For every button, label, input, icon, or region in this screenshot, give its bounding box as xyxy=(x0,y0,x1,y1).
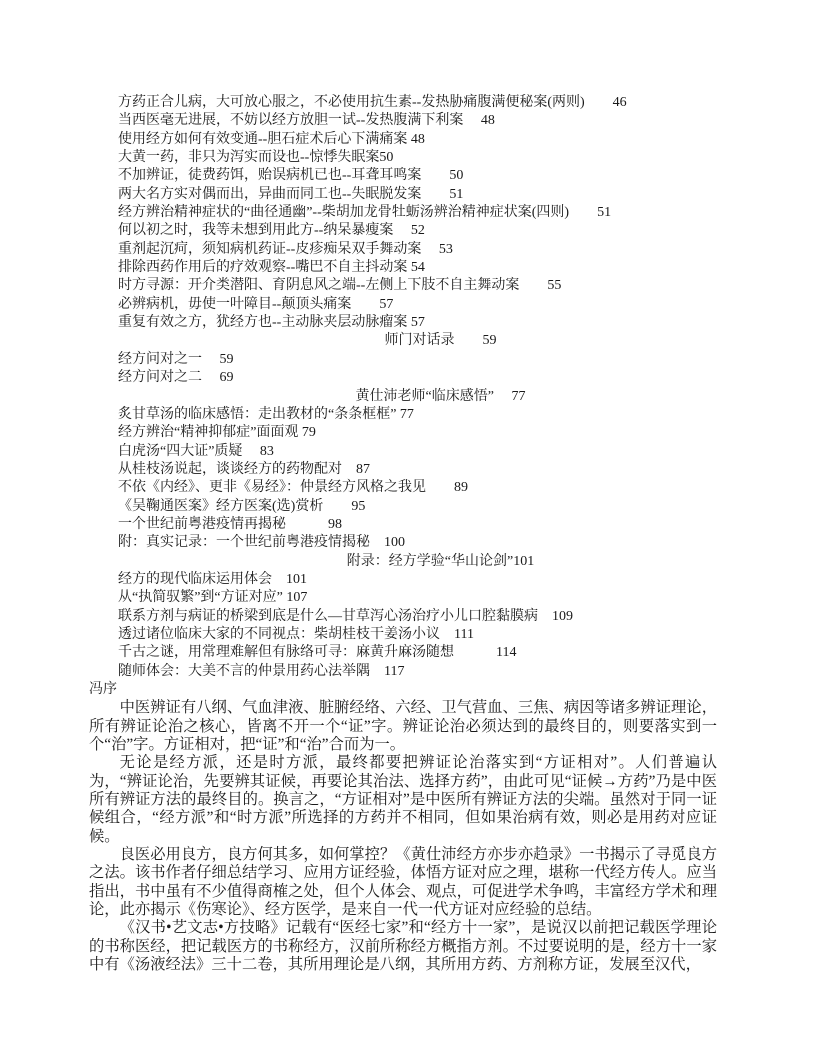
toc-line: 使用经方如何有效变通--胆石症术后心下满痛案 48 xyxy=(118,131,425,147)
toc-line: 方药正合儿病，大可放心服之，不必使用抗生素--发热胁痛腹满便秘案(两则) 46 xyxy=(118,95,627,110)
preface-paragraph: 无论是经方派，还是时方派，最终都要把辨证论治落实到“方证相对”。人们普遍认为，“辨证论治，先要辨其证候，再要论其治法、选择方药”，由此可见“证候→方药”乃是中医所有辨证方法的最终目的。换言之，“方证相对”是中医所有辨证方法的尖端。虽然对于同一证候组合，“经方派”和“时方派”所选择的方药并不相同，但如果治病有效，则必是用药对应证候。 xyxy=(89,754,717,845)
toc-line: 当西医毫无进展，不妨以经方放胆一试--发热腹满下利案 48 xyxy=(118,113,495,129)
toc-line: 经方辨治“精神抑郁症”面面观 79 xyxy=(118,425,316,441)
toc-line: 从“执简驭繁”到“方证对应” 107 xyxy=(118,590,308,606)
toc-line: 经方的现代临床运用体会 101 xyxy=(118,571,307,587)
toc-line: 重剂起沉疴，须知病机药证--皮疹痴呆双手舞动案 53 xyxy=(118,241,453,257)
toc-line: 附：真实记录：一个世纪前粤港疫情揭秘 100 xyxy=(118,535,405,551)
toc-line: 不依《内经》、更非《易经》：仲景经方风格之我见 89 xyxy=(118,480,468,496)
toc-line: 透过诸位临床大家的不同视点：柴胡桂枝干姜汤小议 111 xyxy=(118,626,474,642)
toc-line: 《吴鞠通医案》经方医案(选)赏析 95 xyxy=(118,498,366,514)
toc-line: 联系方剂与病证的桥梁到底是什么—甘草泻心汤治疗小儿口腔黏膜病 109 xyxy=(118,608,573,624)
toc-line: 附录：经方学验“华山论剑”101 xyxy=(346,553,535,569)
preface-heading: 冯序 xyxy=(89,682,117,697)
toc-line: 白虎汤“四大证”质疑 83 xyxy=(118,443,274,459)
toc-line: 从桂枝汤说起，谈谈经方的药物配对 87 xyxy=(118,461,370,477)
toc-line: 何以初之时，我等未想到用此方--纳呆暴瘦案 52 xyxy=(118,223,425,239)
toc-line: 必辨病机，毋使一叶障目--颠顶头痛案 57 xyxy=(118,296,394,312)
toc-line: 炙甘草汤的临床感悟：走出教材的“条条框框” 77 xyxy=(118,406,414,422)
preface-paragraph: 《汉书•艺文志•方技略》记载有“医经七家”和“经方十一家”，是说汉以前把记载医学理论的书称医经，把记载医方的书称经方，汉前所称经方概指方剂。不过要说明的是，经方十一家中有《汤液经法》三十二卷，其所用理论是八纲，其所用方药、方剂称方证，发展至汉代， xyxy=(89,919,717,974)
preface-paragraph: 良医必用良方，良方何其多，如何掌控？《黄仕沛经方亦步亦趋录》一书揭示了寻觅良方之法。该书作者仔细总结学习、应用方证经验，体悟方证对应之理，堪称一代经方传人。应当指出，书中虽有不少值得商榷之处，但个人体会、观点，可促进学术争鸣，丰富经方学术和理论，此亦揭示《伤寒论》、经方医学，是来自一代一代方证对应经验的总结。 xyxy=(89,846,717,919)
toc-line: 不加辨证，徒费药饵，贻误病机已也--耳聋耳鸣案 50 xyxy=(118,168,464,184)
toc-line: 大黄一药，非只为泻实而设也--惊悸失眠案50 xyxy=(118,150,394,166)
toc-line: 千古之谜，用常理难解但有脉络可寻：麻黄升麻汤随想 114 xyxy=(118,645,517,661)
toc-line: 重复有效之方，犹经方也--主动脉夹层动脉瘤案 57 xyxy=(118,315,425,331)
toc-line: 经方辨治精神症状的“曲径通幽”--柴胡加龙骨牡蛎汤辨治精神症状案(四则) 51 xyxy=(118,205,612,221)
preface-paragraphs xyxy=(89,699,717,974)
preface-paragraph: 中医辨证有八纲、气血津液、脏腑经络、六经、卫气营血、三焦、病因等诸多辨证理论，所有辨证论治之核心，皆离不开一个“证”字。辨证论治必须达到的最终目的，则要落实到一个“治”字。方证相对，把“证”和“治”合而为一。 xyxy=(89,699,717,754)
toc-line: 两大名方实对偶而出，异曲而同工也--失眠脱发案 51 xyxy=(118,186,464,202)
toc-line: 排除西药作用后的疗效观察--嘴巴不自主抖动案 54 xyxy=(118,260,425,276)
toc-line: 师门对话录 59 xyxy=(384,333,497,349)
toc-line: 一个世纪前粤港疫情再揭秘 98 xyxy=(118,516,342,532)
toc-line: 经方问对之一 59 xyxy=(118,351,234,367)
toc-line: 随师体会：大美不言的仲景用药心法举隅 117 xyxy=(118,663,405,679)
toc-line: 经方问对之二 69 xyxy=(118,370,234,386)
toc-line: 黄仕沛老师“临床感悟” 77 xyxy=(355,388,526,404)
toc-list xyxy=(89,94,717,681)
toc-line: 时方寻源：开介类潜阳、育阴息风之端--左侧上下肢不自主舞动案 55 xyxy=(118,278,562,294)
